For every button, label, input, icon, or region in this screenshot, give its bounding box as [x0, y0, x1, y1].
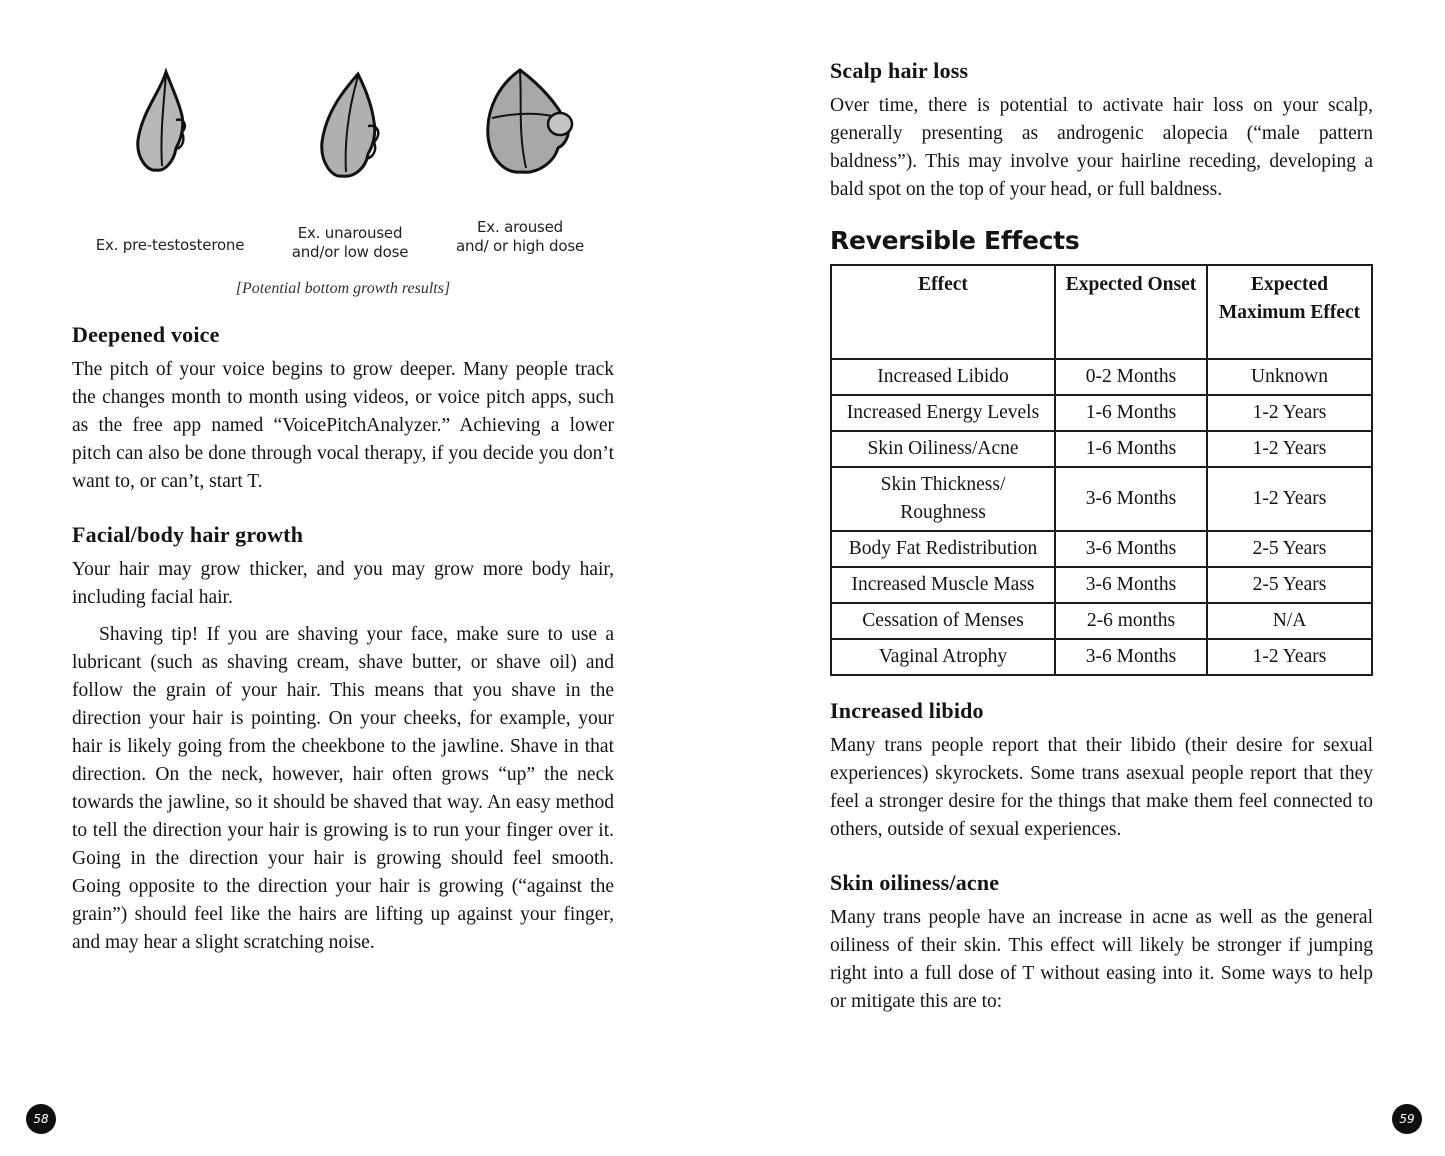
paragraph: Your hair may grow thicker, and you may grow more body hair, including facial hair.	[72, 559, 614, 608]
table-cell: 1-2 Years	[1207, 395, 1372, 431]
pre-testosterone-growth-illustration	[90, 62, 250, 180]
paragraph: Many trans people report that their libido (their desire for sexual experiences) skyrockets. Some trans asexual people report that they feel a stronger desire for the things that make them feel connected to others, outside of sexual experiences.	[830, 735, 1373, 840]
left-page	[0, 0, 722, 1156]
column-header: Expected Maximum Effect	[1207, 265, 1372, 359]
section-heading: Deepened voice	[72, 322, 220, 347]
figure-label: Ex. unaroused and/or low dose	[291, 224, 409, 261]
table-cell: Vaginal Atrophy	[831, 639, 1055, 675]
table-cell: Skin Oiliness/Acne	[831, 431, 1055, 467]
table-cell: 3-6 Months	[1055, 467, 1207, 531]
section-heading: Skin oiliness/acne	[830, 870, 1000, 895]
table-cell: Body Fat Redistribution	[831, 531, 1055, 567]
table-cell: Skin Thickness/ Roughness	[831, 467, 1055, 531]
page-number: 58	[26, 1104, 56, 1134]
table-cell: 1-2 Years	[1207, 639, 1372, 675]
section-heading: Increased libido	[830, 698, 984, 723]
section-facial-body-hair	[72, 522, 614, 957]
paragraph: Over time, there is potential to activate hair loss on your scalp, generally presenting as androgenic alopecia (“male pattern baldness”). This may involve your hairline receding, developing a bald spot on the top of your head, or full baldness.	[830, 95, 1373, 200]
table-cell: 2-5 Years	[1207, 531, 1372, 567]
table-row	[831, 603, 1372, 639]
left-column	[72, 322, 614, 983]
table-row	[831, 467, 1372, 531]
figure-caption: [Potential bottom growth results]	[235, 280, 451, 297]
table-cell: Increased Libido	[831, 359, 1055, 395]
aroused-high-dose-growth-illustration	[440, 62, 600, 180]
table-cell: 3-6 Months	[1055, 639, 1207, 675]
table-cell: 1-2 Years	[1207, 431, 1372, 467]
table-cell: 1-2 Years	[1207, 467, 1372, 531]
table-cell: 2-6 months	[1055, 603, 1207, 639]
page-number: 59	[1392, 1104, 1422, 1134]
table-row	[831, 395, 1372, 431]
column-header: Expected Onset	[1055, 265, 1207, 359]
figure-label: Ex. pre-testosterone	[95, 236, 245, 254]
paragraph: Many trans people have an increase in acne as well as the general oiliness of their skin. This effect will likely be stronger if jumping right into a full dose of T without easing into it. Some ways to help or mitigate this are to:	[830, 907, 1373, 1012]
paragraph: The pitch of your voice begins to grow deeper. Many people track the changes month to month using videos, or voice pitch apps, such as the free app named “VoicePitchAnalyzer.” Achieving a lower pitch can also be done through vocal therapy, if you decide you don’t want to, or can’t, start T.	[72, 359, 614, 492]
figure-aroused	[440, 62, 600, 256]
table-row	[831, 531, 1372, 567]
table-cell: 3-6 Months	[1055, 531, 1207, 567]
table-cell: Unknown	[1207, 359, 1372, 395]
table-row	[831, 639, 1372, 675]
section-deepened-voice	[72, 322, 614, 496]
figure-pre-testosterone	[90, 62, 250, 255]
figure-label: Ex. aroused and/ or high dose	[456, 218, 584, 255]
table-cell: 2-5 Years	[1207, 567, 1372, 603]
section-heading: Scalp hair loss	[830, 58, 969, 83]
table-cell: Increased Muscle Mass	[831, 567, 1055, 603]
section-heading: Facial/body hair growth	[72, 522, 304, 547]
table-cell: 3-6 Months	[1055, 567, 1207, 603]
table-row	[831, 359, 1372, 395]
reversible-effects-table	[830, 264, 1373, 676]
growth-illustrations	[90, 62, 600, 272]
unaroused-low-dose-growth-illustration	[270, 64, 430, 184]
paragraph: Shaving tip! If you are shaving your face, make sure to use a lubricant (such as shaving cream, shave butter, or shave oil) and follow the grain of your hair. This means that you shave in the direction your hair is pointing. On your cheeks, for example, your hair is likely going from the cheekbone to the jawline. Shave in that direction. On the neck, however, hair often grows “up” the neck towards the jawline, so it should be shaved that way. An easy method to tell the direction your hair is growing is to run your finger over it. Going in the direction your hair is growing should feel smooth. Going opposite to the direction your hair is growing (“against the grain”) should feel like the hairs are lifting up against your finger, and may hear a slight scratching noise.	[72, 624, 614, 953]
section-skin-oiliness-acne	[830, 870, 1373, 1016]
table-cell: 1-6 Months	[1055, 395, 1207, 431]
table-cell: N/A	[1207, 603, 1372, 639]
table-cell: Increased Energy Levels	[831, 395, 1055, 431]
table-cell: 1-6 Months	[1055, 431, 1207, 467]
table-title: Reversible Effects	[830, 226, 1080, 255]
table-cell: 0-2 Months	[1055, 359, 1207, 395]
table-cell: Cessation of Menses	[831, 603, 1055, 639]
table-header-row	[831, 265, 1372, 359]
figure-unaroused	[270, 64, 430, 262]
right-page	[722, 0, 1445, 1156]
section-scalp-hair-loss	[830, 58, 1373, 204]
table-row	[831, 431, 1372, 467]
table-row	[831, 567, 1372, 603]
section-increased-libido	[830, 698, 1373, 844]
right-column	[830, 58, 1373, 1042]
column-header: Effect	[831, 265, 1055, 359]
